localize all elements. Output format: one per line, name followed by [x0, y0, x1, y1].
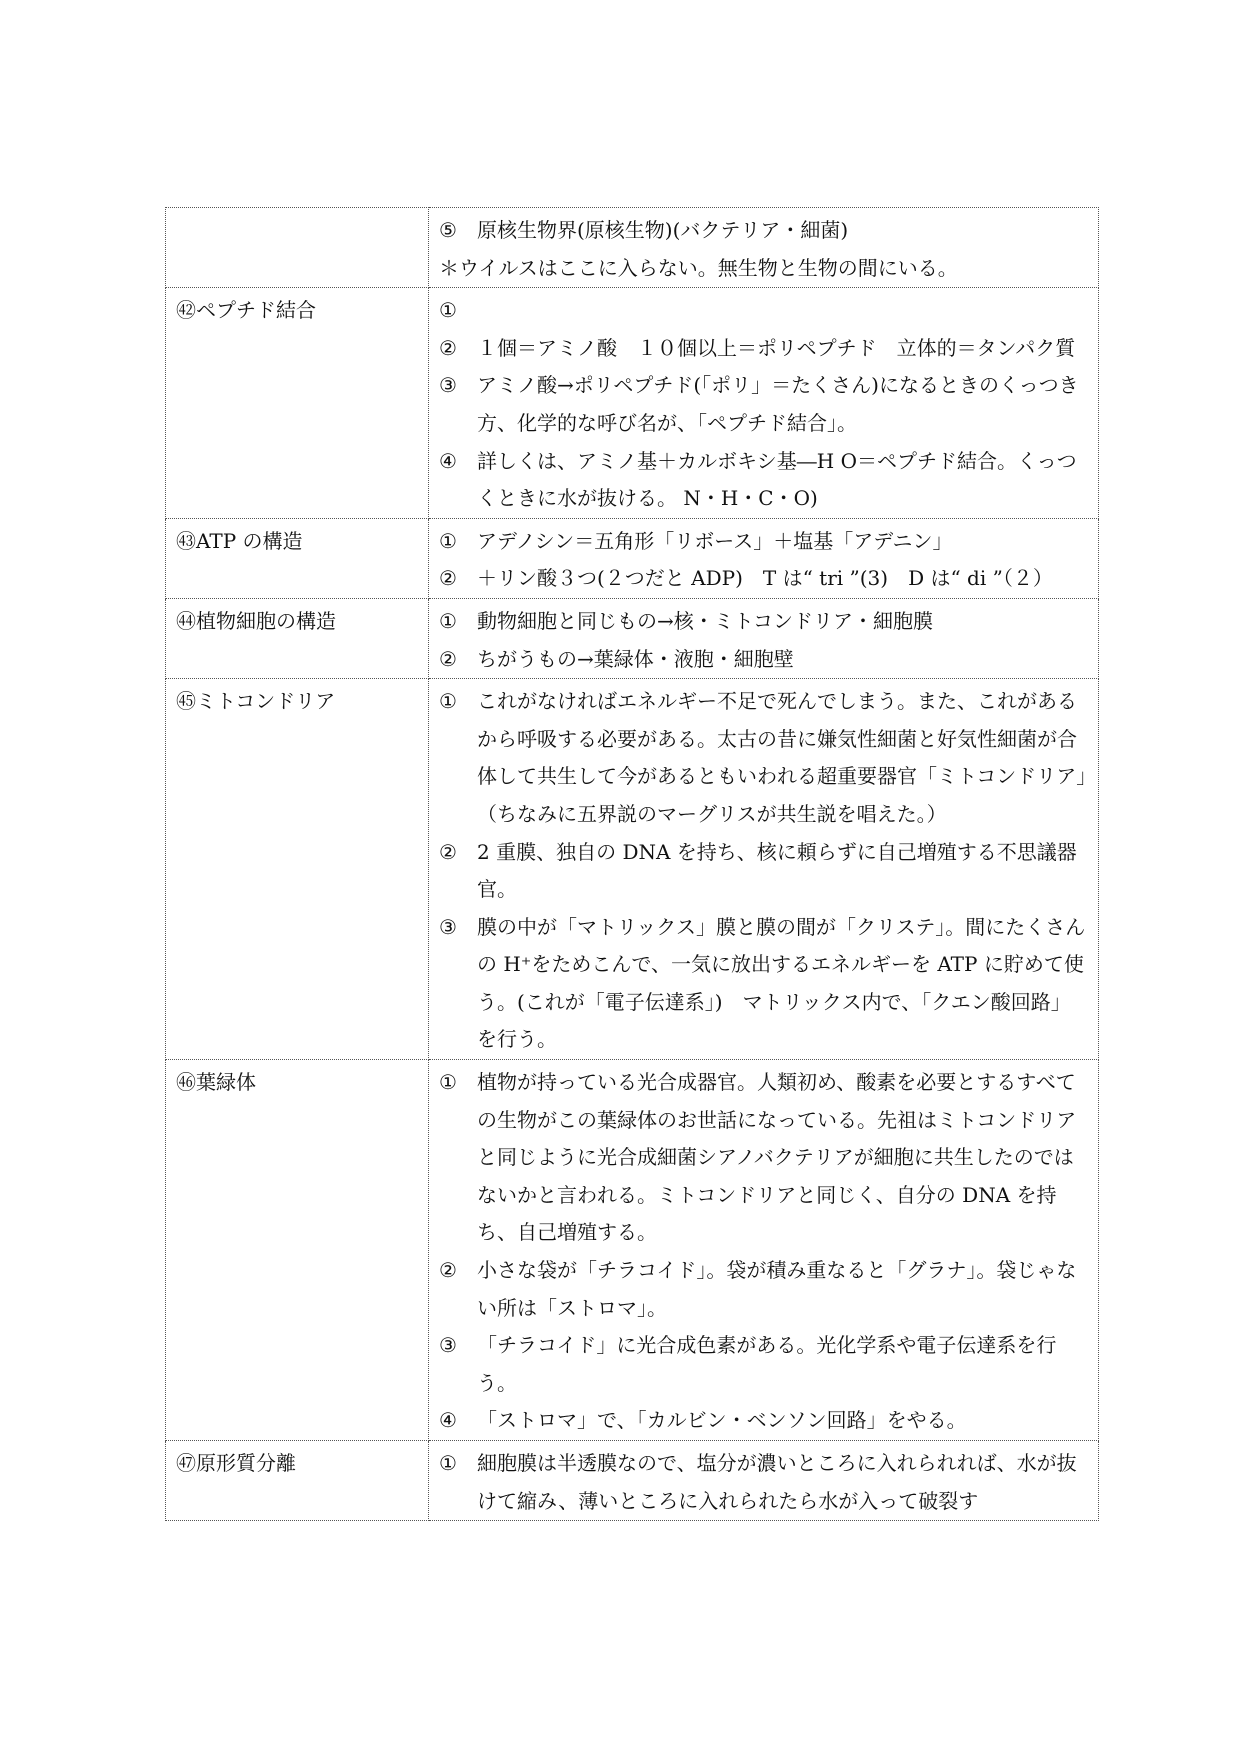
item-number: ③ — [439, 914, 457, 939]
item-number: ① — [439, 1070, 457, 1095]
list-item — [439, 523, 1090, 561]
term-cell: ㊻葉緑体 — [166, 1060, 429, 1441]
item-text: ちがうもの→葉緑体・液胞・細胞壁 — [477, 646, 794, 671]
list-item — [439, 909, 1090, 1059]
list-item — [439, 834, 1090, 909]
item-number: ① — [439, 608, 457, 633]
term-cell: ㊷ペプチド結合 — [166, 288, 429, 519]
item-text: 小さな袋が「チラコイド」。袋が積み重なると「グラナ」。袋じゃない所は「ストロマ」。 — [477, 1258, 1077, 1320]
description-cell — [429, 288, 1099, 519]
item-text: １個＝アミノ酸 １０個以上＝ポリペプチド 立体的＝タンパク質 — [477, 335, 1076, 360]
table-row — [166, 1060, 1099, 1441]
item-number: ① — [439, 1451, 457, 1475]
description-cell — [429, 598, 1099, 678]
description-cell — [429, 1060, 1099, 1441]
item-number: ① — [439, 298, 457, 323]
table-row — [166, 1441, 1099, 1521]
table-row — [166, 598, 1099, 678]
list-item — [439, 1402, 1090, 1440]
table-row — [166, 518, 1099, 598]
item-text: 2 重膜、独自の DNA を持ち、核に頼らずに自己増殖する不思議器官。 — [477, 839, 1077, 902]
item-text: アデノシン＝五角形「リボース」＋塩基「アデニン」 — [477, 528, 953, 553]
item-number: ② — [439, 335, 457, 360]
item-text: 植物が持っている光合成器官。人類初め、酸素を必要とするすべての生物がこの葉緑体のお世話になっている。先祖はミトコンドリアと同じように光合成細菌シアノバクテリアが細胞に共生したのではないかと言われる。ミトコンドリアと同じく、自分の DNA を持ち、自己増殖する。 — [477, 1070, 1077, 1245]
list-item — [439, 330, 1090, 368]
item-number: ① — [439, 528, 457, 553]
description-cell — [429, 518, 1099, 598]
item-text: 「チラコイド」に光合成色素がある。光化学系や電子伝達系を行う。 — [477, 1333, 1057, 1395]
term-cell: ㊼原形質分離 — [166, 1441, 429, 1521]
list-item — [439, 1327, 1090, 1402]
item-number: ② — [439, 646, 457, 671]
item-text: 膜の中が「マトリックス」膜と膜の間が「クリステ」。間にたくさんの H⁺をためこんで、一気に放出するエネルギーを ATP に貯めて使う。(これが「電子伝達系」) マトリックス内で、「クエン酸回路」を行う。 — [477, 914, 1086, 1052]
list-item — [439, 641, 1090, 679]
item-text: 詳しくは、アミノ基＋カルボキシ基―H O＝ペプチド結合。くっつくときに水が抜ける。 N・H・C・O) — [477, 448, 1077, 511]
description-cell — [429, 208, 1099, 288]
table-row — [166, 208, 1099, 288]
item-text: 動物細胞と同じもの→核・ミトコンドリア・細胞膜 — [477, 608, 933, 633]
study-notes-table — [165, 207, 1099, 1521]
item-text: 原核生物界(原核生物)(バクテリア・細菌) — [477, 218, 849, 242]
list-item — [439, 683, 1090, 833]
table-row — [166, 288, 1099, 519]
list-item — [439, 443, 1090, 518]
item-number: ③ — [439, 373, 457, 398]
item-number: ① — [439, 689, 457, 714]
term-cell: ㊹植物細胞の構造 — [166, 598, 429, 678]
term-cell: ㊺ミトコンドリア — [166, 679, 429, 1060]
list-item — [439, 212, 1090, 250]
description-cell — [429, 679, 1099, 1060]
list-item — [439, 1445, 1090, 1520]
item-text: これがなければエネルギー不足で死んでしまう。また、これがあるから呼吸する必要がある。太古の昔に嫌気性細菌と好気性細菌が合体して共生して今があるともいわれる超重要器官「ミトコンドリア」（ちなみに五界説のマーグリスが共生説を唱えた。） — [477, 689, 1087, 826]
list-item — [439, 292, 1090, 330]
item-text: 細胞膜は半透膜なので、塩分が濃いところに入れられれば、水が抜けて縮み、薄いところに入れられたら水が入って破裂す — [477, 1451, 1077, 1513]
item-text: ＋リン酸３つ(２つだと ADP) T は“ tri ”(3) D は“ di ”（２） — [477, 566, 1053, 591]
item-number: ③ — [439, 1333, 457, 1358]
table-row — [166, 679, 1099, 1060]
list-item — [439, 1064, 1090, 1252]
description-cell — [429, 1441, 1099, 1521]
note-text: ＊ウイルスはここに入らない。無生物と生物の間にいる。 — [439, 255, 958, 280]
item-text: アミノ酸→ポリペプチド(「ポリ」＝たくさん)になるときのくっつき方、化学的な呼び名が、「ペプチド結合」。 — [477, 373, 1079, 435]
list-item — [439, 1252, 1090, 1327]
item-number: ② — [439, 566, 457, 591]
item-number: ④ — [439, 1408, 457, 1433]
item-text: 「ストロマ」で、「カルビン・ベンソン回路」をやる。 — [477, 1408, 967, 1433]
item-number: ④ — [439, 448, 457, 473]
term-cell: ㊸ATP の構造 — [166, 518, 429, 598]
term-cell — [166, 208, 429, 288]
list-item — [439, 367, 1090, 442]
list-item — [439, 603, 1090, 641]
item-number: ② — [439, 839, 457, 864]
item-number: ⑤ — [439, 218, 457, 242]
item-number: ② — [439, 1258, 457, 1283]
list-item — [439, 560, 1090, 598]
